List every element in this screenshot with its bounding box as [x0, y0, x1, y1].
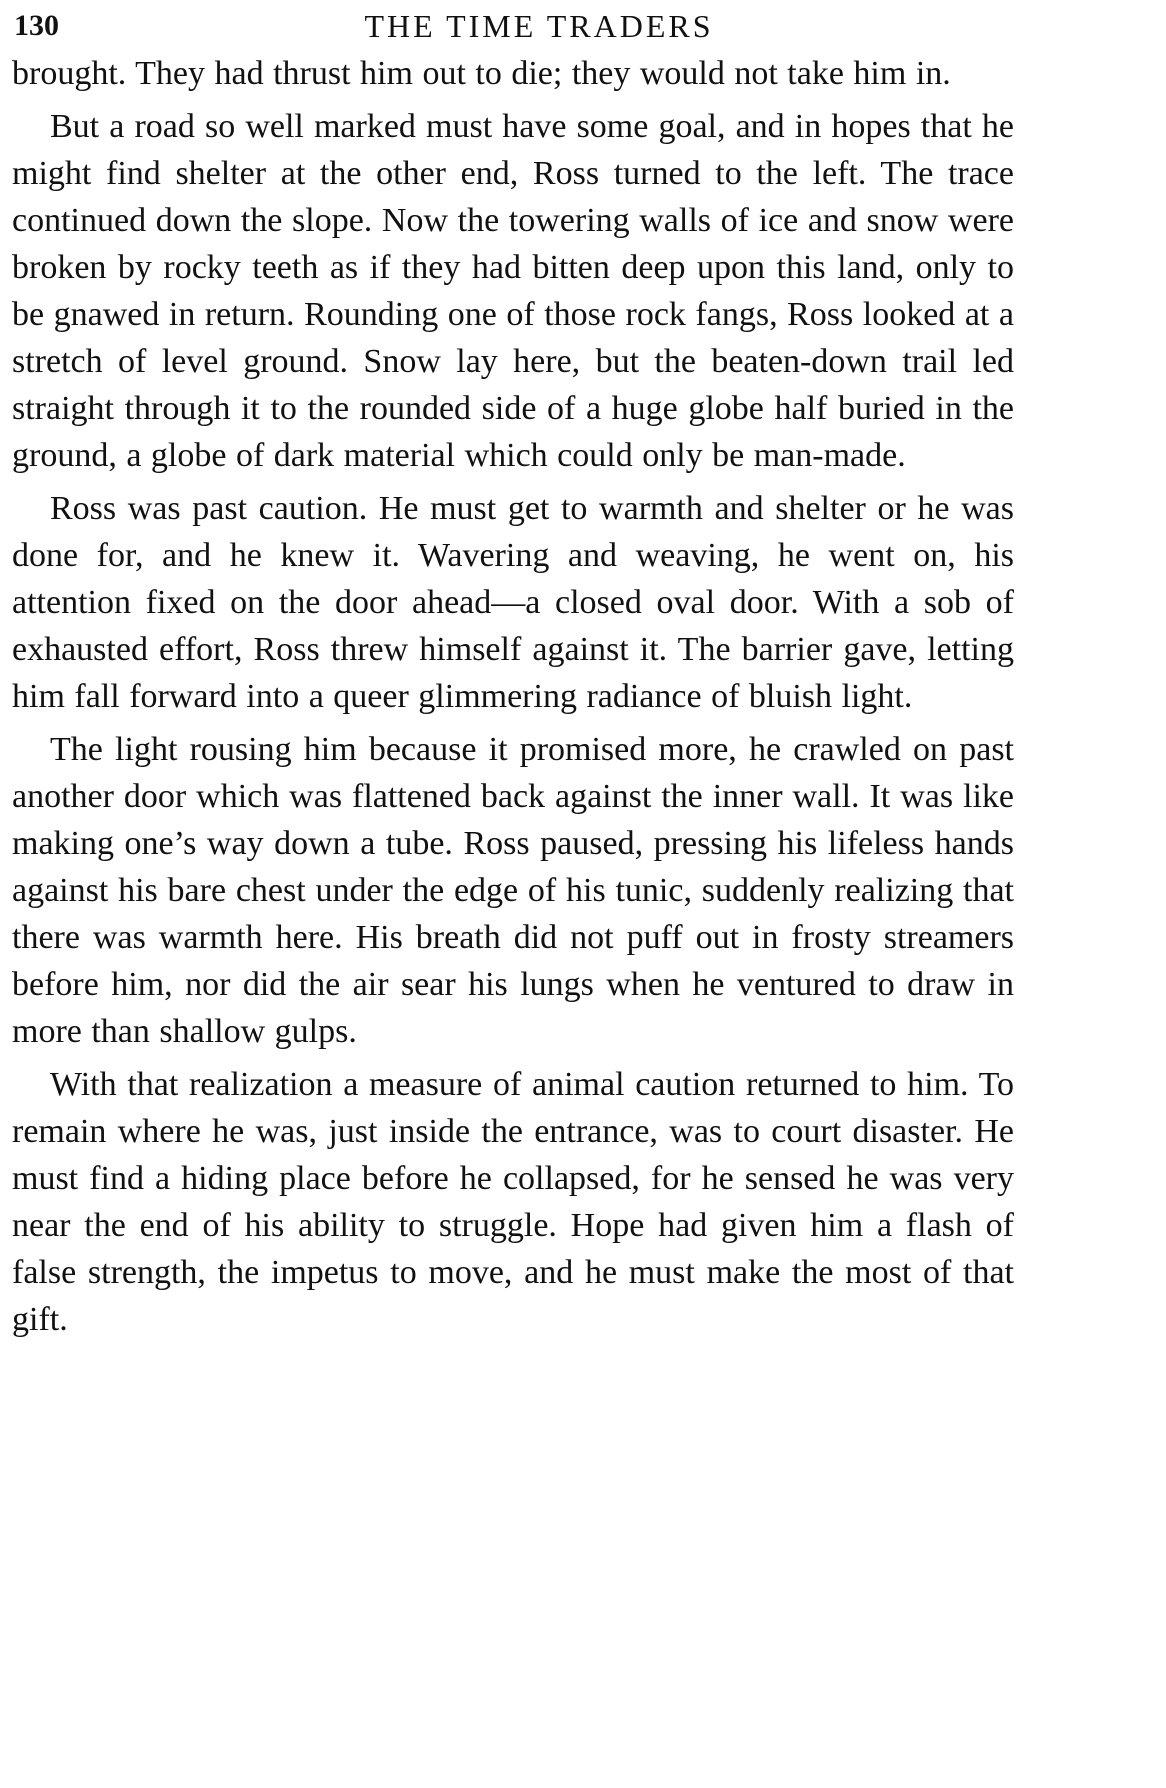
page-number: 130 [14, 9, 59, 42]
paragraph-door: Ross was past caution. He must get to warmth and shelter or he was done for, and he knew it. Wavering and weaving, he went on, his attention fixed on the door ahead—a closed oval door. With a sob of exhausted effort, Ross threw himself against it. The barrier gave, letting him fall forward into a queer glimmering radiance of bluish light. [12, 490, 1014, 715]
paragraph-road: But a road so well marked must have some goal, and in hopes that he might find shelter at the other end, Ross turned to the left. The trace continued down the slope. Now the towering walls of ice and snow were broken by rocky teeth as if they had bitten deep upon this land, only to be gnawed in return. Rounding one of those rock fangs, Ross looked at a stretch of level ground. Snow lay here, but the beaten-down trail led straight through it to the rounded side of a huge globe half buried in the ground, a globe of dark material which could only be man-made. [12, 108, 1014, 474]
body-text [12, 50, 1014, 1349]
paragraph-caution: With that realization a measure of animal caution returned to him. To remain where he was, just inside the entrance, was to court disaster. He must find a hiding place before he collapsed, for he sensed he was very near the end of his ability to struggle. Hope had given him a flash of false strength, the impetus to move, and he must make the most of that gift. [12, 1066, 1014, 1338]
paragraph-light: The light rousing him because it promised more, he crawled on past another door which was flattened back against the inner wall. It was like making one’s way down a tube. Ross paused, pressing his lifeless hands against his bare chest under the edge of his tunic, suddenly realizing that there was warmth here. His breath did not puff out in frosty streamers before him, nor did the air sear his lungs when he ventured to draw in more than shallow gulps. [12, 731, 1014, 1050]
running-title: THE TIME TRADERS [364, 8, 714, 44]
running-head [14, 6, 1152, 46]
paragraph-continuation: brought. They had thrust him out to die; they would not take him in. [12, 55, 951, 92]
